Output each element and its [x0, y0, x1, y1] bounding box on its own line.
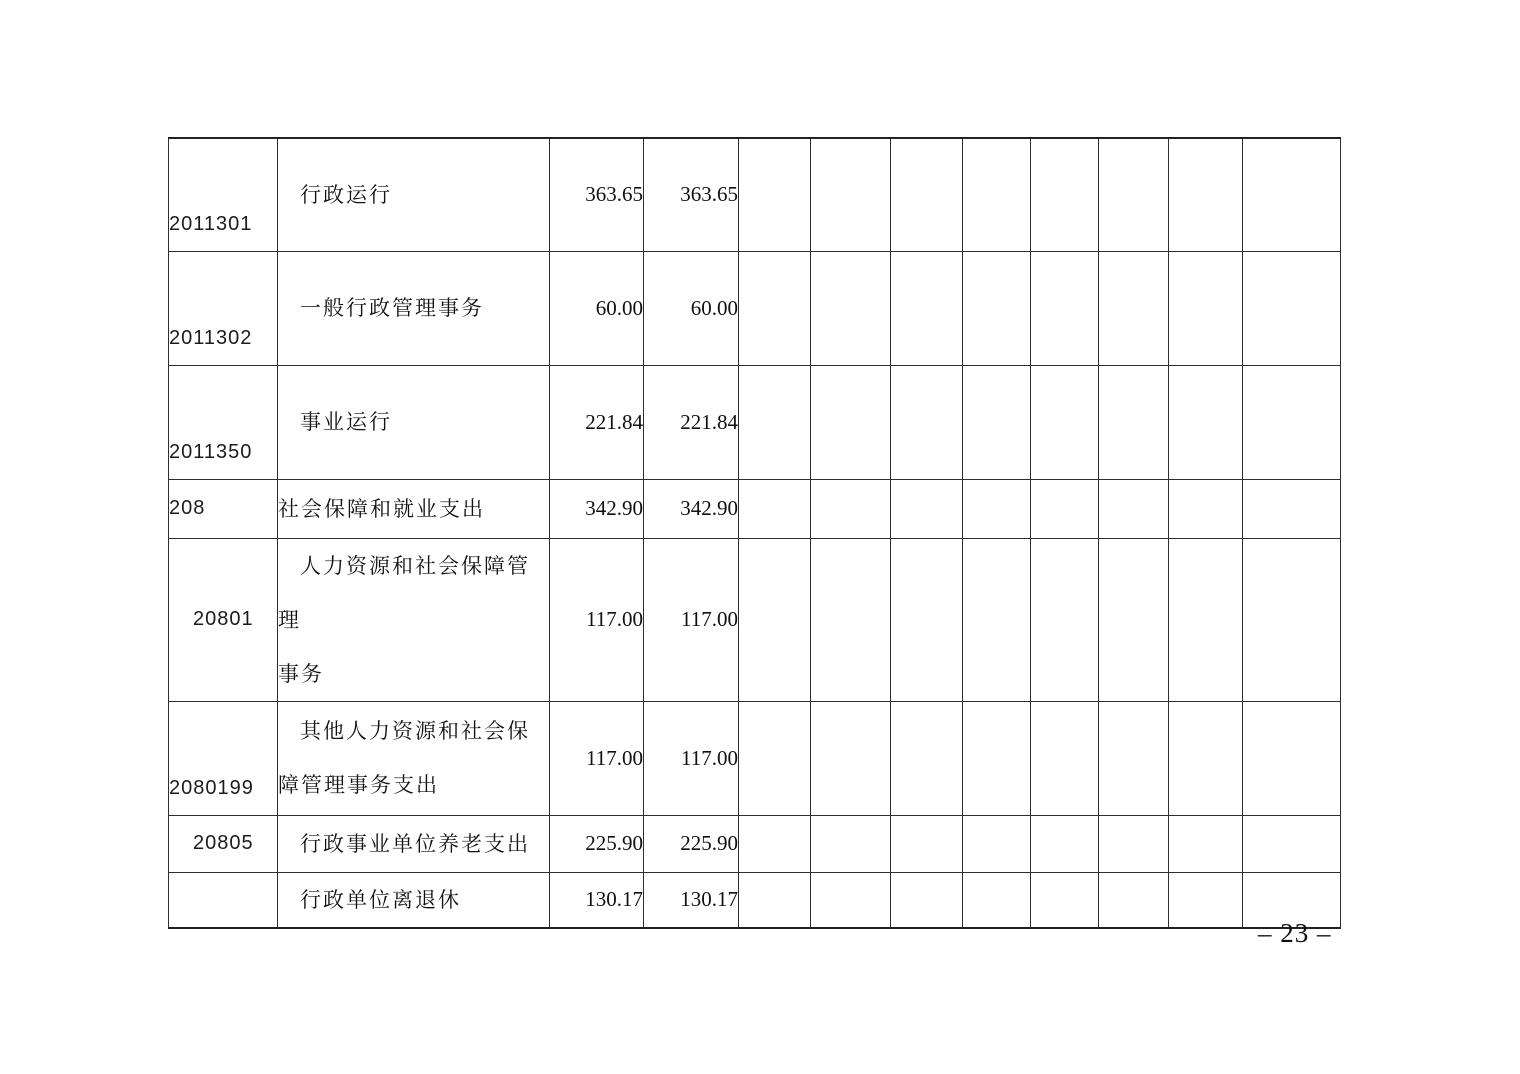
amount-cell: [644, 815, 739, 872]
empty-cell: [811, 815, 891, 872]
amount-value: 117.00: [586, 607, 643, 631]
amount-value: 117.00: [681, 745, 738, 770]
function-code: 2011302: [169, 326, 253, 349]
amount-value: 363.65: [680, 182, 738, 207]
code-cell: [169, 872, 278, 928]
function-name-line: 行政事业单位养老支出: [300, 831, 530, 856]
table-body: [169, 138, 1341, 928]
amount-value: 130.17: [680, 887, 738, 912]
amount-value: 117.00: [586, 745, 643, 770]
empty-cell: [739, 815, 811, 872]
code-cell: [169, 365, 278, 479]
amount-cell: [644, 138, 739, 251]
empty-cell: [891, 365, 963, 479]
amount-cell: [644, 872, 739, 928]
function-name-line: 障管理事务支出: [278, 773, 439, 797]
table-row: [169, 365, 1341, 479]
function-name-line: 人力资源和社会保障管理: [278, 553, 530, 632]
amount-cell: [644, 365, 739, 479]
table-row: [169, 251, 1341, 365]
amount-value: 60.00: [690, 295, 738, 320]
empty-cell: [1099, 138, 1169, 251]
empty-cell: [891, 138, 963, 251]
function-name-line: 其他人力资源和社会保: [300, 719, 530, 743]
empty-cell: [891, 479, 963, 538]
code-cell: [169, 815, 278, 872]
empty-cell: [1031, 538, 1099, 701]
empty-cell: [1031, 251, 1099, 365]
empty-cell: [1099, 815, 1169, 872]
empty-cell: [963, 251, 1031, 365]
name-cell: [278, 479, 550, 538]
amount-cell: [644, 479, 739, 538]
empty-cell: [1099, 872, 1169, 928]
amount-value: 363.65: [585, 182, 643, 207]
function-name-line: 社会保障和就业支出: [278, 496, 485, 521]
amount-cell: [550, 815, 644, 872]
empty-cell: [811, 872, 891, 928]
empty-cell: [739, 138, 811, 251]
empty-cell: [1099, 479, 1169, 538]
name-cell: [278, 538, 550, 701]
empty-cell: [811, 138, 891, 251]
table-row: [169, 479, 1341, 538]
amount-value: 117.00: [681, 607, 738, 631]
empty-cell: [739, 479, 811, 538]
table-row: [169, 872, 1341, 928]
function-code: 2011301: [169, 212, 253, 235]
empty-cell: [1169, 815, 1243, 872]
empty-cell: [1243, 701, 1341, 815]
amount-cell: [644, 251, 739, 365]
function-name-line: 行政单位离退休: [300, 887, 461, 912]
empty-cell: [1169, 872, 1243, 928]
amount-value: 342.90: [680, 496, 738, 520]
empty-cell: [963, 365, 1031, 479]
empty-cell: [1031, 138, 1099, 251]
empty-cell: [1031, 872, 1099, 928]
amount-value: 342.90: [585, 496, 643, 520]
name-cell: [278, 701, 550, 815]
empty-cell: [739, 701, 811, 815]
empty-cell: [1243, 251, 1341, 365]
amount-cell: [644, 538, 739, 701]
code-cell: [169, 479, 278, 538]
function-name-line: 一般行政管理事务: [300, 296, 484, 320]
function-name-line: 事务: [278, 661, 324, 686]
empty-cell: [739, 251, 811, 365]
function-code: 20801: [193, 608, 254, 630]
code-cell: [169, 538, 278, 701]
function-code: 2080199: [169, 776, 254, 799]
empty-cell: [963, 138, 1031, 251]
empty-cell: [1169, 701, 1243, 815]
empty-cell: [739, 365, 811, 479]
amount-value: 130.17: [585, 887, 643, 912]
empty-cell: [811, 479, 891, 538]
empty-cell: [1243, 138, 1341, 251]
empty-cell: [891, 251, 963, 365]
empty-cell: [1099, 538, 1169, 701]
empty-cell: [739, 872, 811, 928]
empty-cell: [1031, 815, 1099, 872]
table-row: [169, 138, 1341, 251]
budget-table: [168, 137, 1341, 929]
empty-cell: [891, 815, 963, 872]
empty-cell: [891, 701, 963, 815]
empty-cell: [811, 251, 891, 365]
amount-value: 221.84: [680, 409, 738, 434]
amount-cell: [550, 701, 644, 815]
amount-cell: [550, 251, 644, 365]
empty-cell: [1031, 479, 1099, 538]
amount-cell: [550, 138, 644, 251]
empty-cell: [1243, 365, 1341, 479]
name-cell: [278, 815, 550, 872]
empty-cell: [739, 538, 811, 701]
code-cell: [169, 251, 278, 365]
empty-cell: [963, 538, 1031, 701]
amount-value: 221.84: [585, 409, 643, 434]
empty-cell: [1243, 479, 1341, 538]
empty-cell: [1169, 479, 1243, 538]
table-row: [169, 538, 1341, 701]
empty-cell: [811, 365, 891, 479]
empty-cell: [891, 872, 963, 928]
empty-cell: [811, 538, 891, 701]
empty-cell: [1169, 538, 1243, 701]
function-code: 20805: [193, 832, 254, 854]
name-cell: [278, 365, 550, 479]
empty-cell: [963, 701, 1031, 815]
empty-cell: [1031, 365, 1099, 479]
code-cell: [169, 138, 278, 251]
empty-cell: [1169, 365, 1243, 479]
name-cell: [278, 138, 550, 251]
amount-cell: [550, 365, 644, 479]
function-name-line: 事业运行: [300, 410, 392, 434]
empty-cell: [891, 538, 963, 701]
function-code: 2011350: [169, 440, 253, 463]
empty-cell: [1243, 538, 1341, 701]
amount-value: 60.00: [595, 295, 643, 320]
name-cell: [278, 251, 550, 365]
name-cell: [278, 872, 550, 928]
empty-cell: [1099, 365, 1169, 479]
amount-cell: [644, 701, 739, 815]
amount-cell: [550, 538, 644, 701]
empty-cell: [811, 701, 891, 815]
amount-cell: [550, 479, 644, 538]
empty-cell: [1243, 815, 1341, 872]
function-code: 208: [169, 497, 206, 519]
table-row: [169, 701, 1341, 815]
empty-cell: [963, 479, 1031, 538]
amount-cell: [550, 872, 644, 928]
empty-cell: [1031, 701, 1099, 815]
table-row: [169, 815, 1341, 872]
empty-cell: [963, 815, 1031, 872]
amount-value: 225.90: [680, 831, 738, 855]
function-name-line: 行政运行: [300, 182, 392, 207]
empty-cell: [1099, 251, 1169, 365]
empty-cell: [1169, 138, 1243, 251]
code-cell: [169, 701, 278, 815]
amount-value: 225.90: [585, 831, 643, 855]
empty-cell: [963, 872, 1031, 928]
page-number: – 23 –: [1258, 918, 1332, 948]
empty-cell: [1169, 251, 1243, 365]
empty-cell: [1099, 701, 1169, 815]
